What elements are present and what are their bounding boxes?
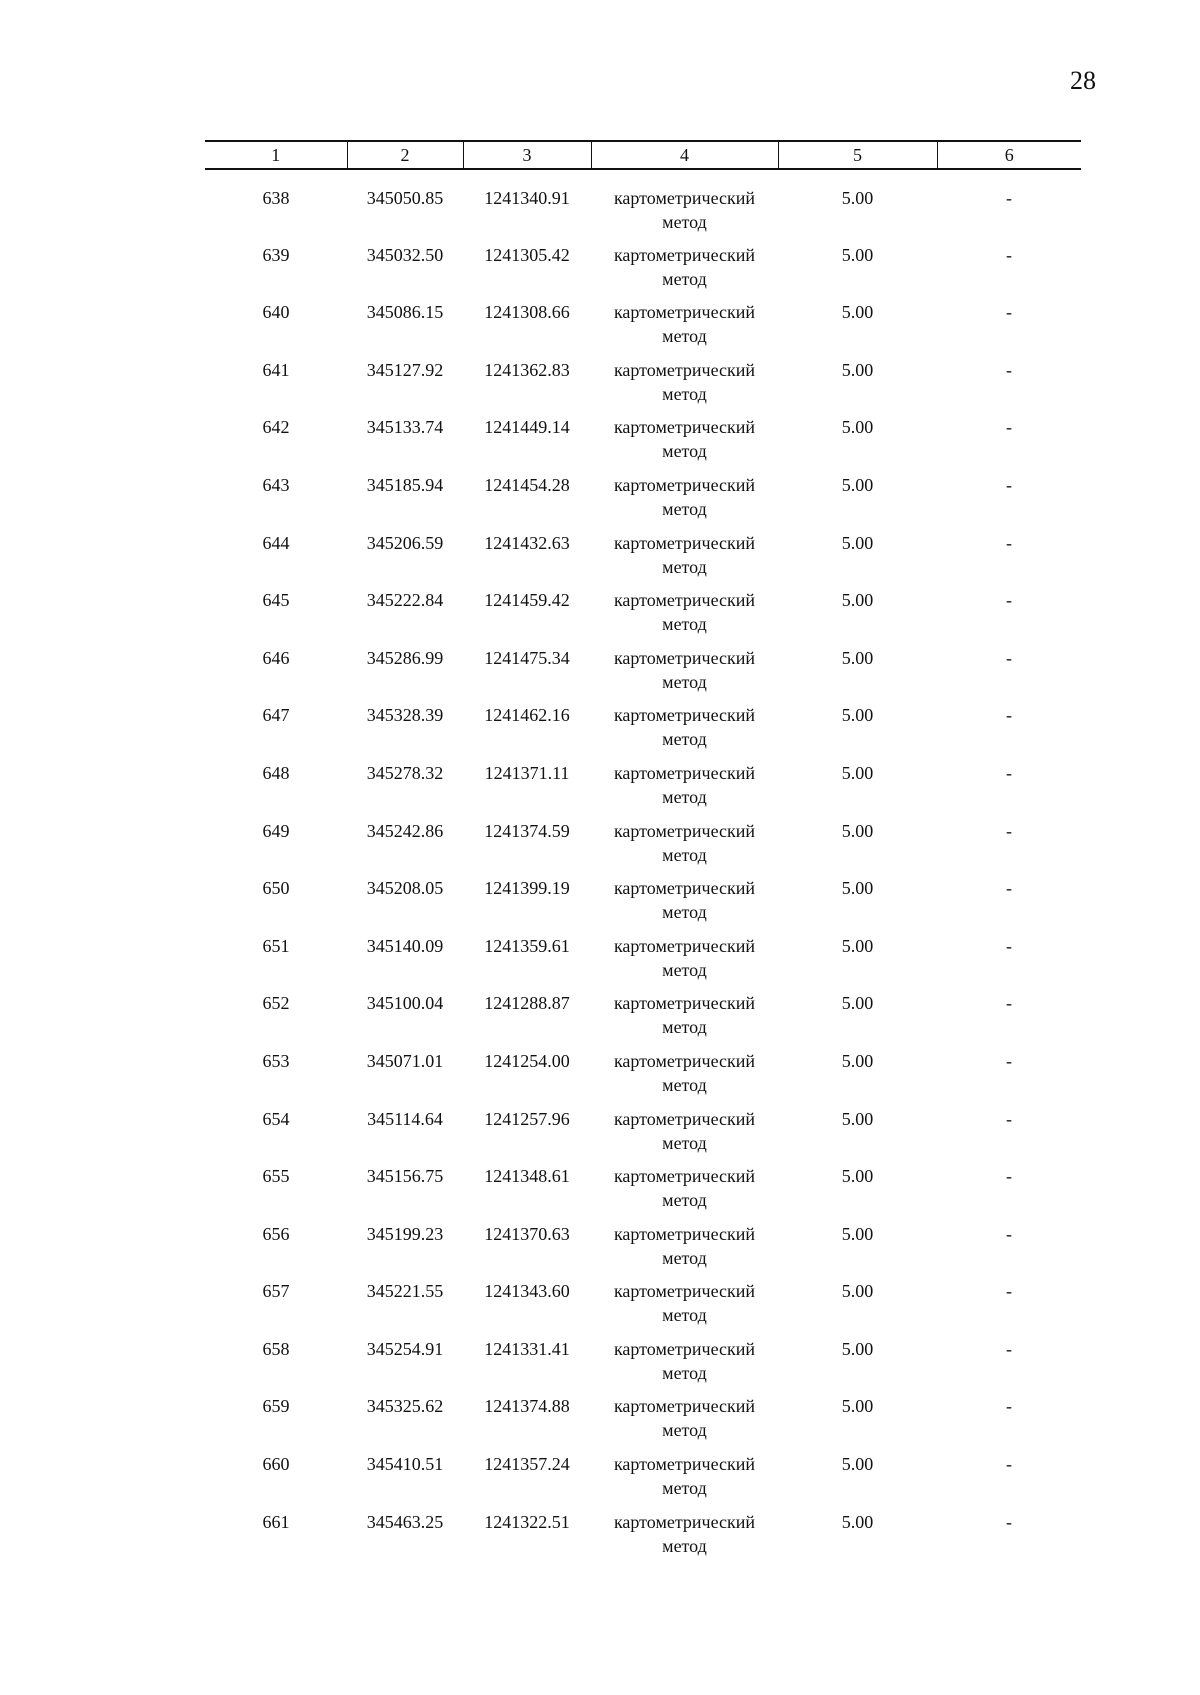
accuracy-cell: 5.00 [841, 705, 874, 726]
note-cell: - [1006, 1166, 1012, 1187]
point-number-cell: 659 [262, 1396, 290, 1417]
header-col-2: 2 [347, 141, 463, 169]
y-coordinate-cell: 1241340.91 [484, 188, 570, 208]
method-cell: картометрический метод [613, 1223, 756, 1268]
note-cell: - [1006, 417, 1012, 438]
table-row [205, 761, 1081, 819]
point-number-cell: 646 [262, 647, 290, 668]
x-coordinate-cell: 345127.92 [366, 359, 444, 380]
note-cell: - [1006, 359, 1012, 380]
x-coordinate-cell: 345071.01 [366, 1050, 444, 1071]
table-row [205, 1452, 1081, 1510]
point-number-cell: 651 [262, 935, 290, 956]
accuracy-cell: 5.00 [841, 1166, 874, 1187]
method-cell: картометрический метод [613, 1166, 756, 1211]
y-coordinate-cell: 1241357.24 [484, 1454, 570, 1475]
table-row [205, 646, 1081, 704]
accuracy-cell: 5.00 [841, 1050, 874, 1071]
y-coordinate-cell: 1241432.63 [484, 532, 570, 553]
accuracy-cell: 5.00 [841, 935, 874, 956]
y-coordinate-cell: 1241343.60 [484, 1281, 570, 1302]
table-row [205, 300, 1081, 358]
accuracy-cell: 5.00 [841, 474, 874, 495]
table-row [205, 531, 1081, 589]
accuracy-cell: 5.00 [841, 1223, 874, 1244]
x-coordinate-cell: 345114.64 [367, 1108, 443, 1129]
point-number-cell: 653 [262, 1050, 290, 1071]
y-coordinate-cell: 1241459.42 [484, 590, 570, 611]
x-coordinate-cell: 345328.39 [366, 705, 444, 726]
note-cell: - [1006, 993, 1012, 1014]
method-cell: картометрический метод [613, 762, 756, 807]
point-number-cell: 649 [262, 820, 290, 841]
note-cell: - [1006, 1281, 1012, 1302]
y-coordinate-cell: 1241305.42 [484, 244, 570, 265]
table-body [205, 169, 1081, 1567]
note-cell: - [1006, 705, 1012, 726]
x-coordinate-cell: 345140.09 [366, 935, 444, 956]
header-col-4: 4 [591, 141, 778, 169]
table-row [205, 1107, 1081, 1165]
method-cell: картометрический метод [613, 532, 756, 577]
note-cell: - [1006, 878, 1012, 899]
y-coordinate-cell: 1241475.34 [484, 647, 570, 668]
note-cell: - [1006, 1338, 1012, 1359]
table-row [205, 1049, 1081, 1107]
x-coordinate-cell: 345208.05 [366, 878, 444, 899]
note-cell: - [1006, 1396, 1012, 1417]
x-coordinate-cell: 345100.04 [366, 993, 444, 1014]
method-cell: картометрический метод [613, 590, 756, 635]
point-number-cell: 639 [262, 244, 290, 265]
note-cell: - [1006, 1223, 1012, 1244]
note-cell: - [1006, 935, 1012, 956]
method-cell: картометрический метод [613, 474, 756, 519]
y-coordinate-cell: 1241462.16 [484, 705, 570, 726]
method-cell: картометрический метод [613, 935, 756, 980]
x-coordinate-cell: 345463.25 [366, 1511, 444, 1532]
accuracy-cell: 5.00 [841, 244, 874, 265]
table-row [205, 1279, 1081, 1337]
table-row [205, 819, 1081, 877]
table-header [205, 141, 1081, 169]
x-coordinate-cell: 345278.32 [366, 762, 444, 783]
method-cell: картометрический метод [613, 1108, 756, 1153]
x-coordinate-cell: 345410.51 [366, 1454, 444, 1475]
note-cell: - [1006, 762, 1012, 783]
accuracy-cell: 5.00 [841, 188, 874, 208]
y-coordinate-cell: 1241374.88 [484, 1396, 570, 1417]
method-cell: картометрический метод [613, 244, 756, 289]
point-number-cell: 648 [262, 762, 290, 783]
coordinates-table-wrap [205, 140, 1081, 1567]
note-cell: - [1006, 647, 1012, 668]
table-row [205, 243, 1081, 301]
y-coordinate-cell: 1241257.96 [484, 1108, 570, 1129]
point-number-cell: 661 [262, 1511, 290, 1532]
header-row [205, 141, 1081, 169]
point-number-cell: 660 [262, 1454, 290, 1475]
x-coordinate-cell: 345032.50 [366, 244, 444, 265]
accuracy-cell: 5.00 [841, 417, 874, 438]
x-coordinate-cell: 345199.23 [366, 1223, 444, 1244]
note-cell: - [1006, 1511, 1012, 1532]
accuracy-cell: 5.00 [841, 878, 874, 899]
point-number-cell: 654 [262, 1108, 290, 1129]
table-row [205, 1164, 1081, 1222]
y-coordinate-cell: 1241362.83 [484, 359, 570, 380]
x-coordinate-cell: 345221.55 [366, 1281, 444, 1302]
point-number-cell: 644 [262, 532, 290, 553]
point-number-cell: 641 [262, 359, 290, 380]
x-coordinate-cell: 345222.84 [366, 590, 444, 611]
method-cell: картометрический метод [613, 1338, 756, 1383]
note-cell: - [1006, 1108, 1012, 1129]
method-cell: картометрический метод [613, 302, 756, 347]
y-coordinate-cell: 1241371.11 [484, 762, 570, 783]
y-coordinate-cell: 1241331.41 [484, 1338, 570, 1359]
header-col-3: 3 [463, 141, 591, 169]
table-row [205, 415, 1081, 473]
table-row [205, 588, 1081, 646]
y-coordinate-cell: 1241454.28 [484, 474, 570, 495]
accuracy-cell: 5.00 [841, 1108, 874, 1129]
header-col-5: 5 [778, 141, 937, 169]
note-cell: - [1006, 244, 1012, 265]
note-cell: - [1006, 302, 1012, 323]
page-number: 28 [1070, 66, 1096, 95]
method-cell: картометрический метод [613, 1454, 756, 1499]
accuracy-cell: 5.00 [841, 1454, 874, 1475]
method-cell: картометрический метод [613, 1396, 756, 1441]
y-coordinate-cell: 1241348.61 [484, 1166, 570, 1187]
point-number-cell: 643 [262, 474, 290, 495]
method-cell: картометрический метод [613, 417, 756, 462]
table-row [205, 1337, 1081, 1395]
x-coordinate-cell: 345185.94 [366, 474, 444, 495]
accuracy-cell: 5.00 [841, 762, 874, 783]
method-cell: картометрический метод [613, 188, 756, 232]
y-coordinate-cell: 1241399.19 [484, 878, 570, 899]
method-cell: картометрический метод [613, 1050, 756, 1095]
method-cell: картометрический метод [613, 878, 756, 923]
header-col-6: 6 [937, 141, 1081, 169]
table-row [205, 1222, 1081, 1280]
table-row [205, 1510, 1081, 1568]
y-coordinate-cell: 1241374.59 [484, 820, 570, 841]
coordinates-table [205, 140, 1081, 1567]
accuracy-cell: 5.00 [841, 1281, 874, 1302]
x-coordinate-cell: 345206.59 [366, 532, 444, 553]
accuracy-cell: 5.00 [841, 1338, 874, 1359]
point-number-cell: 638 [262, 188, 290, 208]
y-coordinate-cell: 1241322.51 [484, 1511, 570, 1532]
method-cell: картометрический метод [613, 705, 756, 750]
accuracy-cell: 5.00 [841, 532, 874, 553]
note-cell: - [1006, 1050, 1012, 1071]
note-cell: - [1006, 532, 1012, 553]
y-coordinate-cell: 1241254.00 [484, 1050, 570, 1071]
accuracy-cell: 5.00 [841, 1511, 874, 1532]
note-cell: - [1006, 590, 1012, 611]
table-row [205, 876, 1081, 934]
x-coordinate-cell: 345254.91 [366, 1338, 444, 1359]
method-cell: картометрический метод [613, 1511, 756, 1556]
x-coordinate-cell: 345286.99 [366, 647, 444, 668]
table-row [205, 169, 1081, 243]
y-coordinate-cell: 1241449.14 [484, 417, 570, 438]
point-number-cell: 652 [262, 993, 290, 1014]
method-cell: картометрический метод [613, 1281, 756, 1326]
point-number-cell: 647 [262, 705, 290, 726]
method-cell: картометрический метод [613, 993, 756, 1038]
x-coordinate-cell: 345086.15 [366, 302, 444, 323]
table-row [205, 703, 1081, 761]
table-row [205, 1394, 1081, 1452]
note-cell: - [1006, 188, 1012, 208]
x-coordinate-cell: 345156.75 [366, 1166, 444, 1187]
table-row [205, 934, 1081, 992]
y-coordinate-cell: 1241370.63 [484, 1223, 570, 1244]
accuracy-cell: 5.00 [841, 820, 874, 841]
point-number-cell: 657 [262, 1281, 290, 1302]
method-cell: картометрический метод [613, 359, 756, 404]
header-col-1: 1 [205, 141, 347, 169]
y-coordinate-cell: 1241288.87 [484, 993, 570, 1014]
accuracy-cell: 5.00 [841, 359, 874, 380]
accuracy-cell: 5.00 [841, 647, 874, 668]
point-number-cell: 645 [262, 590, 290, 611]
table-row [205, 473, 1081, 531]
table-row [205, 991, 1081, 1049]
point-number-cell: 642 [262, 417, 290, 438]
accuracy-cell: 5.00 [841, 302, 874, 323]
note-cell: - [1006, 1454, 1012, 1475]
x-coordinate-cell: 345133.74 [366, 417, 444, 438]
point-number-cell: 656 [262, 1223, 290, 1244]
point-number-cell: 650 [262, 878, 290, 899]
note-cell: - [1006, 474, 1012, 495]
note-cell: - [1006, 820, 1012, 841]
point-number-cell: 658 [262, 1338, 290, 1359]
x-coordinate-cell: 345325.62 [366, 1396, 444, 1417]
x-coordinate-cell: 345242.86 [366, 820, 444, 841]
method-cell: картометрический метод [613, 820, 756, 865]
table-row [205, 358, 1081, 416]
point-number-cell: 640 [262, 302, 290, 323]
y-coordinate-cell: 1241308.66 [484, 302, 570, 323]
accuracy-cell: 5.00 [841, 1396, 874, 1417]
y-coordinate-cell: 1241359.61 [484, 935, 570, 956]
accuracy-cell: 5.00 [841, 590, 874, 611]
accuracy-cell: 5.00 [841, 993, 874, 1014]
point-number-cell: 655 [262, 1166, 290, 1187]
x-coordinate-cell: 345050.85 [366, 188, 444, 208]
method-cell: картометрический метод [613, 647, 756, 692]
